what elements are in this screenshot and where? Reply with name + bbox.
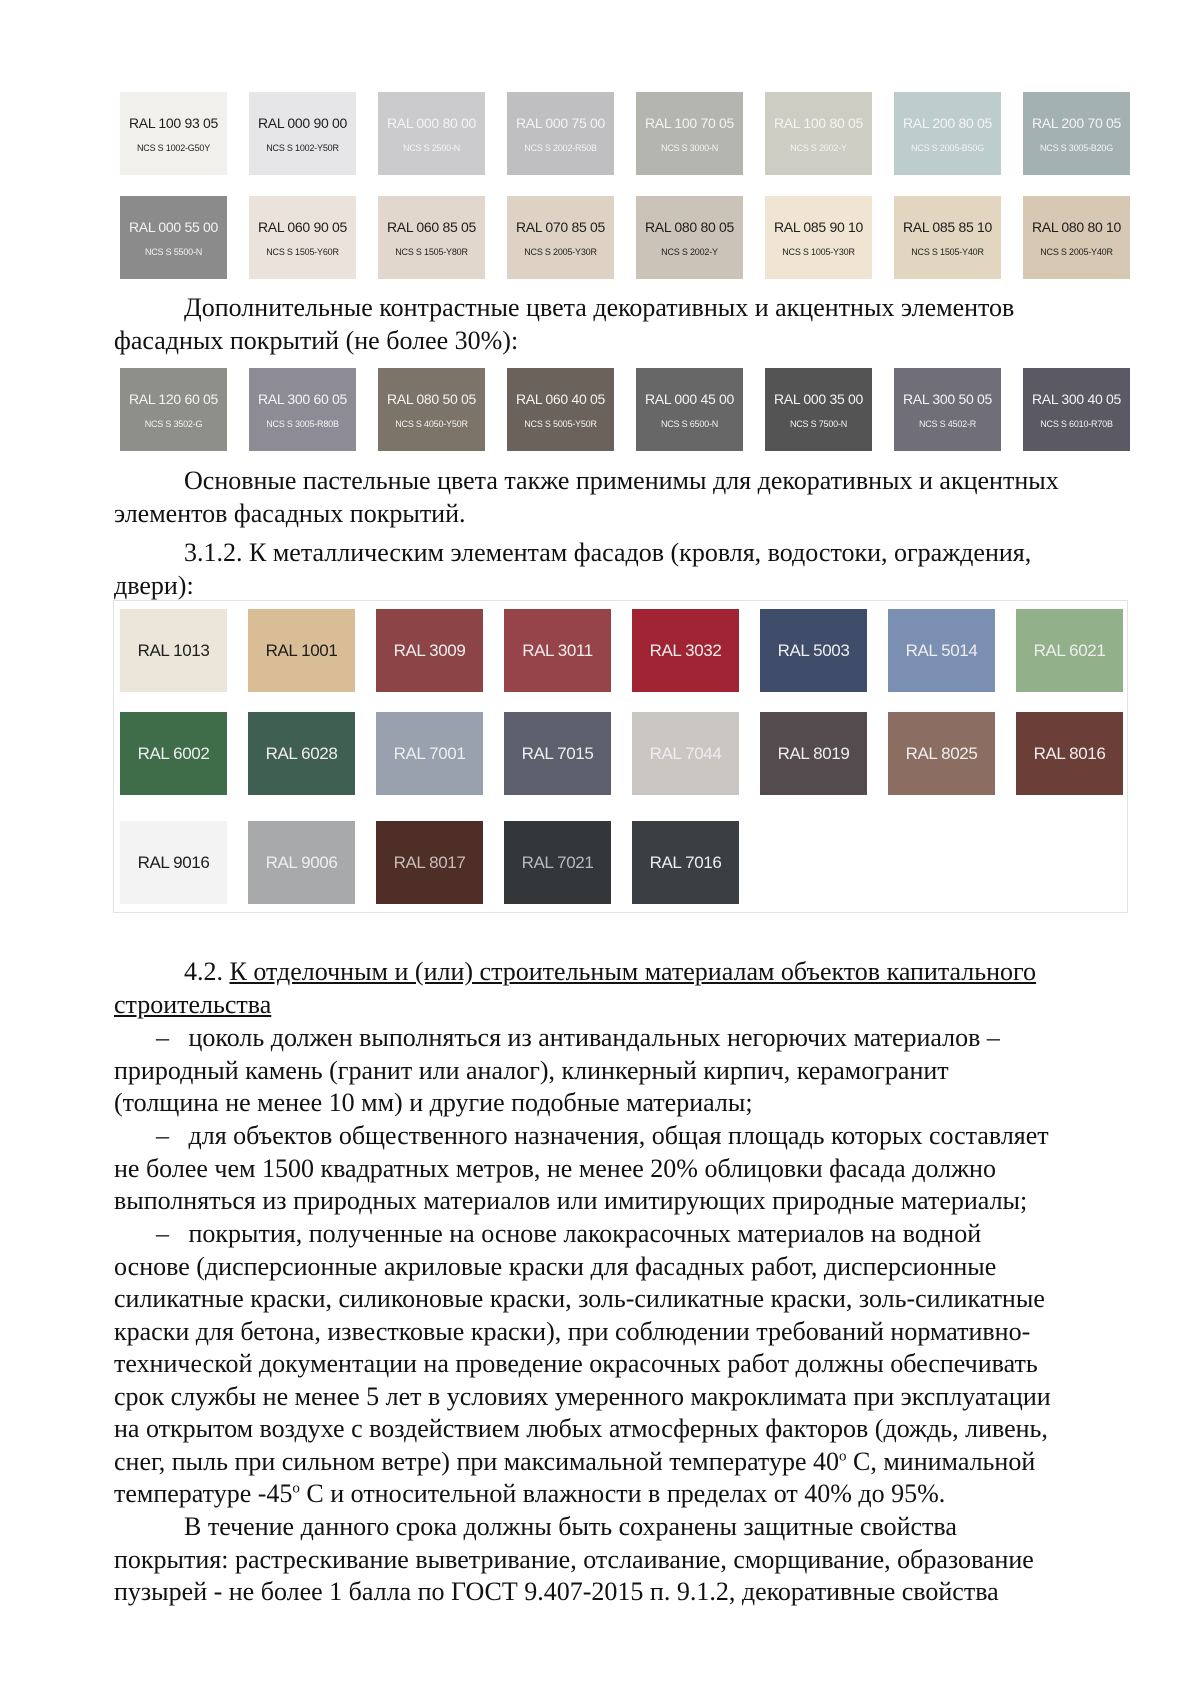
color-swatch [120,196,227,279]
bullet-plinth-materials: – цоколь должен выполняться из антивандальных негорючих материалов – природный камень (гранит или аналог), клинкерный кирпич, керамогранит (толщина не менее 10 мм) и другие подобные материалы; [114,1023,1000,1117]
color-swatch [1023,368,1130,451]
swatch-ral-code: RAL 080 80 05 [645,218,734,235]
color-swatch [249,368,356,451]
color-swatch [378,196,485,279]
color-swatch [249,92,356,175]
swatch-ncs-code: NCS S 2005-Y40R [1040,246,1113,257]
swatch-ral-code: RAL 3011 [522,640,593,660]
swatch-ncs-code: NCS S 2002-Y [661,246,718,257]
swatch-ral-code: RAL 300 40 05 [1032,390,1121,407]
metal-color-swatch [248,712,355,795]
swatch-ral-code: RAL 3032 [649,640,722,660]
swatch-ral-code: RAL 000 90 00 [258,114,347,131]
swatch-ncs-code: NCS S 1005-Y30R [782,246,855,257]
swatch-ral-code: RAL 000 55 00 [129,218,218,235]
swatch-ral-code: RAL 060 90 05 [258,218,347,235]
metal-color-swatch [376,821,483,904]
metal-swatch-row-2 [120,712,1144,795]
metal-color-swatch [1016,712,1123,795]
swatch-ral-code: RAL 6021 [1033,640,1106,660]
swatch-ral-code: RAL 6028 [265,743,338,763]
swatch-ral-code: RAL 000 45 00 [645,390,734,407]
bullet-public-buildings: – для объектов общественного назначения, общая площадь которых составляет не более чем 1500 квадратных метров, не менее 20% облицовки фасада должно выполняться из природных материалов или имитирующих природные материалы; [114,1121,1049,1215]
color-swatch [636,196,743,279]
swatch-ncs-code: NCS S 2002-R50B [524,142,597,153]
swatch-ral-code: RAL 6002 [137,743,210,763]
swatch-ral-code: RAL 9006 [265,852,338,872]
color-swatch [765,196,872,279]
swatch-ncs-code: NCS S 2005-Y30R [524,246,597,257]
color-swatch [765,368,872,451]
swatch-ral-code: RAL 070 85 05 [516,218,605,235]
paragraph-3-1-2: 3.1.2. К металлическим элементам фасадов (кровля, водостоки, ограждения, двери): [114,538,1032,600]
swatch-ncs-code: NCS S 3005-R80B [266,418,339,429]
metal-color-swatch [376,712,483,795]
color-swatch [894,92,1001,175]
swatch-ncs-code: NCS S 3000-N [660,142,719,153]
metal-color-swatch [760,609,867,692]
swatch-ral-code: RAL 5003 [777,640,850,660]
swatch-ral-code: RAL 9016 [137,852,210,872]
metal-color-swatch [760,712,867,795]
color-swatch [636,368,743,451]
metal-color-swatch [632,712,739,795]
swatch-ncs-code: NCS S 7500-N [789,418,848,429]
metal-color-swatch [376,609,483,692]
swatch-ral-code: RAL 060 40 05 [516,390,605,407]
metal-color-swatch [248,609,355,692]
swatch-ral-code: RAL 060 85 05 [387,218,476,235]
swatch-ncs-code: NCS S 4050-Y50R [395,418,468,429]
color-swatch [1023,196,1130,279]
color-swatch [507,92,614,175]
swatch-ral-code: RAL 000 80 00 [387,114,476,131]
swatch-ncs-code: NCS S 4502-R [918,418,977,429]
swatch-ral-code: RAL 300 50 05 [903,390,992,407]
swatch-ncs-code: NCS S 1505-Y80R [395,246,468,257]
color-swatch [507,196,614,279]
swatch-ncs-code: NCS S 1002-G50Y [136,142,211,153]
color-swatch [765,92,872,175]
swatch-ral-code: RAL 120 60 05 [129,390,218,407]
swatch-ral-code: RAL 7015 [521,743,594,763]
swatch-ncs-code: NCS S 6500-N [660,418,719,429]
pastel-swatch-row-1 [120,92,1152,175]
swatch-ncs-code: NCS S 3502-G [144,418,203,429]
color-swatch [378,368,485,451]
metal-color-swatch [120,712,227,795]
swatch-ral-code: RAL 8017 [393,852,466,872]
color-swatch [636,92,743,175]
metal-swatch-row-3 [120,821,760,904]
swatch-ral-code: RAL 200 80 05 [903,114,992,131]
swatch-ral-code: RAL 7001 [393,743,466,763]
color-swatch [120,92,227,175]
pastel-swatch-row-2 [120,196,1152,279]
metal-color-swatch [248,821,355,904]
color-swatch [1023,92,1130,175]
swatch-ncs-code: NCS S 3005-B20G [1039,142,1114,153]
metal-color-swatch [120,609,227,692]
color-swatch [894,368,1001,451]
swatch-ral-code: RAL 1001 [265,640,338,660]
swatch-ral-code: RAL 100 93 05 [129,114,218,131]
metal-color-swatch [120,821,227,904]
swatch-ral-code: RAL 3009 [393,640,466,660]
swatch-ral-code: RAL 000 35 00 [774,390,863,407]
color-swatch [249,196,356,279]
swatch-ral-code: RAL 7021 [521,852,594,872]
metal-color-swatch [632,609,739,692]
swatch-ral-code: RAL 8016 [1033,743,1106,763]
metal-color-swatch [888,609,995,692]
paragraph-contrast-colors: Дополнительные контрастные цвета декоративных и акцентных элементов фасадных покрытий (не более 30%): [114,293,1015,355]
metal-color-swatch [504,821,611,904]
paragraph-service-life: В течение данного срока должны быть сохранены защитные свойства покрытия: растрескивание выветривание, отслаивание, сморщивание, образование пузырей - не более 1 балла по ГОСТ 9.407-2015 п. 9.1.2, декоративные свойства [114,1512,1034,1606]
color-swatch [507,368,614,451]
color-swatch [378,92,485,175]
swatch-ral-code: RAL 300 60 05 [258,390,347,407]
swatch-ral-code: RAL 7044 [649,743,722,763]
metal-color-swatch [504,712,611,795]
swatch-ncs-code: NCS S 2500-N [402,142,461,153]
metal-color-swatch [504,609,611,692]
swatch-ral-code: RAL 8019 [777,743,850,763]
contrast-swatch-row [120,368,1152,451]
swatch-ral-code: RAL 000 75 00 [516,114,605,131]
swatch-ncs-code: NCS S 1002-Y50R [266,142,339,153]
metal-swatch-row-1 [120,609,1144,692]
swatch-ral-code: RAL 8025 [905,743,978,763]
swatch-ral-code: RAL 7016 [649,852,722,872]
section-4-2-heading: 4.2. К отделочным и (или) строительным материалам объектов капитального строительства [114,957,1037,1019]
swatch-ncs-code: NCS S 6010-R70B [1040,418,1113,429]
bullet-paint-coatings: – покрытия, полученные на основе лакокрасочных материалов на водной основе (дисперсионные акриловые краски для фасадных работ, дисперсионные силикатные краски, силиконовые краски, золь-силикатные краски, золь-силикатные краски для бетона, известковые краски), при соблюдении требований нормативно- технической документации на проведение окрасочных работ должны обеспечивать срок службы не менее 5 лет в условиях умеренного макроклимата при эксплуатации на открытом воздухе с воздействием любых атмосферных факторов (дождь, ливень, снег, пыль при сильном ветре) при максимальной температуре $40^о$ С, минимальной температуре $-45^о$ С и относительной влажности в пределах от 40% до 95%. [114,1219,1051,1508]
swatch-ral-code: RAL 085 90 10 [774,218,863,235]
swatch-ncs-code: NCS S 5005-Y50R [524,418,597,429]
swatch-ral-code: RAL 100 80 05 [774,114,863,131]
swatch-ral-code: RAL 1013 [137,640,210,660]
swatch-ral-code: RAL 080 50 05 [387,390,476,407]
metal-color-swatch [1016,609,1123,692]
swatch-ral-code: RAL 5014 [905,640,978,660]
swatch-ncs-code: NCS S 2002-Y [790,142,847,153]
color-swatch [120,368,227,451]
paragraph-pastel-applicable: Основные пастельные цвета также применимы для декоративных и акцентных элементов фасадных покрытий. [114,466,1059,528]
swatch-ral-code: RAL 080 80 10 [1032,218,1121,235]
metal-color-swatch [632,821,739,904]
swatch-ral-code: RAL 100 70 05 [645,114,734,131]
swatch-ral-code: RAL 200 70 05 [1032,114,1121,131]
swatch-ncs-code: NCS S 1505-Y60R [266,246,339,257]
metal-color-swatch [888,712,995,795]
swatch-ral-code: RAL 085 85 10 [903,218,992,235]
color-swatch [894,196,1001,279]
swatch-ncs-code: NCS S 5500-N [144,246,203,257]
swatch-ncs-code: NCS S 2005-B50G [910,142,985,153]
swatch-ncs-code: NCS S 1505-Y40R [911,246,984,257]
